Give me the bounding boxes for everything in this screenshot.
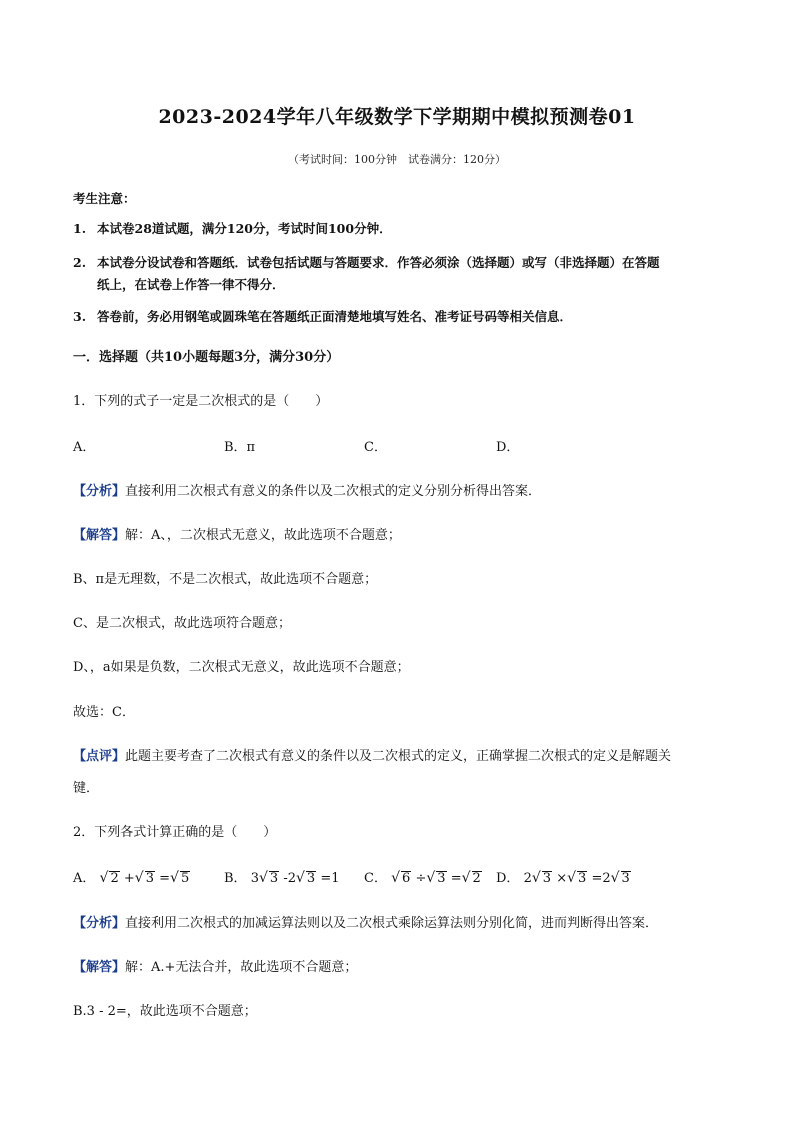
notice-item-number: 2. xyxy=(73,255,87,270)
notice-item-3 xyxy=(73,305,723,329)
operator: -2 xyxy=(283,871,296,886)
solution-text: 解：A.+无法合并，故此选项不合题意； xyxy=(125,960,358,975)
q1-solution-line-2: B、π是无理数，不是二次根式，故此选项不合题意； xyxy=(73,572,378,587)
analysis-tag: 【分析】 xyxy=(73,916,126,931)
analysis-tag: 【分析】 xyxy=(73,484,126,499)
notice-item-number: 3. xyxy=(73,309,87,324)
q1-option-c: C． xyxy=(364,440,387,455)
notice-item-text-continued: 纸上，在试卷上作答一律不得分． xyxy=(97,277,285,292)
radicand: 3 xyxy=(306,871,316,886)
question-1-stem: 1．下列的式子一定是二次根式的是（ ） xyxy=(73,394,329,409)
notice-item-text: 本试卷分设试卷和答题纸．试卷包括试题与答题要求．作答必须涂（选择题）或写（非选择题）在答题 xyxy=(97,255,660,270)
notice-item-text: 本试卷28道试题，满分120分，考试时间100分钟． xyxy=(97,221,392,236)
sqrt-icon: √ xyxy=(170,870,179,886)
sqrt-icon: √ xyxy=(461,870,471,886)
q1-solution-line-1 xyxy=(73,524,401,543)
sqrt-icon: √ xyxy=(426,870,436,886)
coefficient: 3 xyxy=(250,871,259,886)
radicand: 5 xyxy=(180,871,190,886)
radicand: 3 xyxy=(269,871,279,886)
radicand: 3 xyxy=(145,871,154,886)
notice-heading: 考生注意： xyxy=(73,191,136,206)
q1-solution-line-3: C、是二次根式，故此选项符合题意； xyxy=(73,616,291,631)
option-label: C． xyxy=(364,871,387,886)
sqrt-icon: √ xyxy=(391,870,401,886)
sqrt-icon: √ xyxy=(531,870,541,886)
q2-option-b xyxy=(224,867,340,886)
sqrt-icon: √ xyxy=(99,870,109,886)
operator: × xyxy=(556,871,568,886)
operator: = xyxy=(450,871,462,886)
q1-comment xyxy=(73,745,671,764)
solution-text: 解：A、，二次根式无意义，故此选项不合题意； xyxy=(125,528,401,543)
operator: ÷ xyxy=(415,871,427,886)
radicand: 2 xyxy=(110,871,119,886)
sqrt-icon: √ xyxy=(296,870,305,886)
q1-solution-line-4: D、，a如果是负数，二次根式无意义，故此选项不合题意； xyxy=(73,660,410,675)
radicand: 2 xyxy=(472,871,481,886)
exam-title: 2023-2024学年八年级数学下学期期中模拟预测卷01 xyxy=(158,106,636,128)
notice-item-1 xyxy=(73,217,723,241)
q1-comment-continued: 键． xyxy=(73,781,100,796)
comment-tag: 【点评】 xyxy=(73,749,126,764)
notice-item-text: 答卷前，务必用钢笔或圆珠笔在答题纸正面清楚地填写姓名、准考证号码等相关信息． xyxy=(97,309,573,324)
radicand: 6 xyxy=(402,871,411,886)
operator: =2 xyxy=(591,871,611,886)
q2-option-c xyxy=(364,867,482,886)
q1-analysis xyxy=(73,480,541,499)
radicand: 3 xyxy=(542,871,552,886)
section-heading: 一．选择题（共10小题每题3分，满分30分） xyxy=(73,350,340,365)
solution-tag: 【解答】 xyxy=(73,528,126,543)
radicand: 3 xyxy=(437,871,446,886)
q2-solution-line-1 xyxy=(73,956,357,975)
coefficient: 2 xyxy=(523,871,532,886)
comment-text: 此题主要考查了二次根式有意义的条件以及二次根式的定义，正确掌握二次根式的定义是解题关 xyxy=(125,749,672,764)
option-label: A． xyxy=(73,871,96,886)
sqrt-icon: √ xyxy=(567,870,577,886)
option-label: B． xyxy=(224,871,247,886)
option-label: D． xyxy=(496,871,520,886)
q2-option-d xyxy=(496,867,631,886)
q2-solution-line-2: B.3 - 2=，故此选项不合题意； xyxy=(73,1004,257,1019)
operator: + xyxy=(123,871,135,886)
notice-item-2 xyxy=(73,251,723,275)
q2-analysis xyxy=(73,912,658,931)
q1-option-b: B．π xyxy=(224,440,256,455)
sqrt-icon: √ xyxy=(610,870,620,886)
q1-option-a: A． xyxy=(73,440,96,455)
solution-tag: 【解答】 xyxy=(73,960,126,975)
analysis-text: 直接利用二次根式的加减运算法则以及二次根式乘除运算法则分别化简，进而判断得出答案． xyxy=(125,916,659,931)
sqrt-icon: √ xyxy=(258,870,268,886)
operator: =1 xyxy=(320,871,340,886)
notice-item-number: 1. xyxy=(73,221,87,236)
q2-option-a xyxy=(73,867,190,886)
radicand: 3 xyxy=(621,871,630,886)
operator: = xyxy=(159,871,171,886)
analysis-text: 直接利用二次根式有意义的条件以及二次根式的定义分别分析得出答案． xyxy=(125,484,542,499)
question-2-stem: 2．下列各式计算正确的是（ ） xyxy=(73,825,277,840)
exam-subtitle: （考试时间：100分钟 试卷满分：120分） xyxy=(288,153,506,166)
q1-option-d: D． xyxy=(496,440,520,455)
sqrt-icon: √ xyxy=(134,870,144,886)
radicand: 3 xyxy=(578,871,587,886)
q1-answer: 故选：C． xyxy=(73,705,135,720)
